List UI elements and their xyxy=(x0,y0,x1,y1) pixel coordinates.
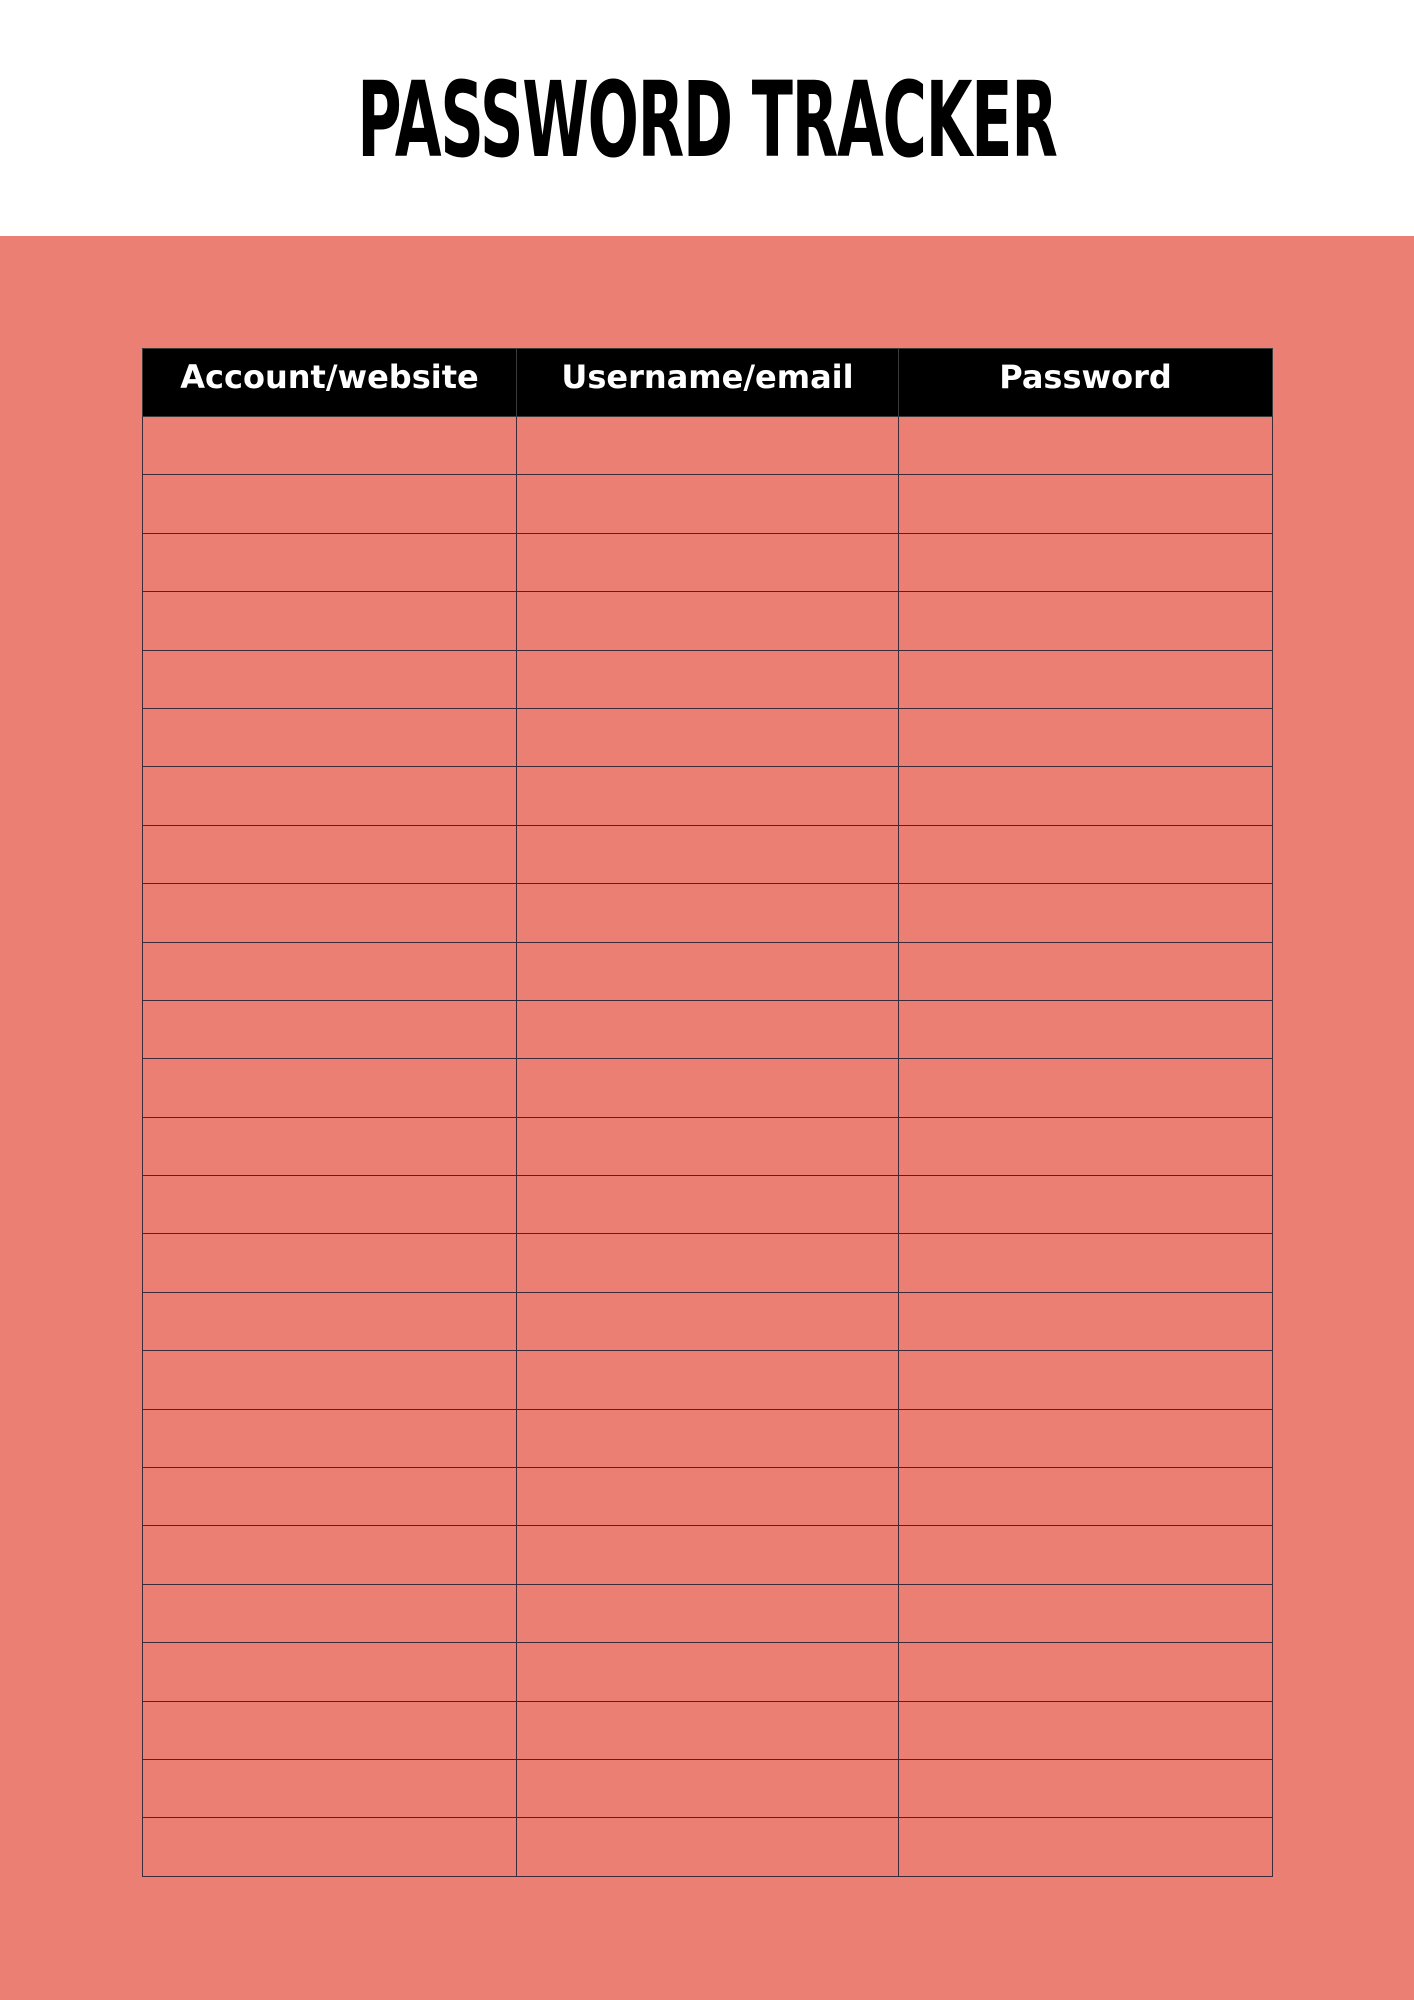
table-row xyxy=(143,1468,1273,1526)
username-cell[interactable] xyxy=(517,1701,899,1759)
username-cell[interactable] xyxy=(517,592,899,650)
table-row xyxy=(143,884,1273,942)
account-cell[interactable] xyxy=(143,417,517,475)
username-cell[interactable] xyxy=(517,1584,899,1642)
table-row xyxy=(143,1000,1273,1058)
account-cell[interactable] xyxy=(143,708,517,766)
account-cell[interactable] xyxy=(143,475,517,533)
username-cell[interactable] xyxy=(517,708,899,766)
password-cell[interactable] xyxy=(899,767,1273,825)
table-header-row xyxy=(143,349,1273,417)
password-cell[interactable] xyxy=(899,533,1273,591)
account-cell[interactable] xyxy=(143,650,517,708)
username-cell[interactable] xyxy=(517,1759,899,1817)
table-row xyxy=(143,942,1273,1000)
username-cell[interactable] xyxy=(517,1818,899,1876)
account-cell[interactable] xyxy=(143,884,517,942)
username-cell[interactable] xyxy=(517,1000,899,1058)
password-cell[interactable] xyxy=(899,1468,1273,1526)
username-cell[interactable] xyxy=(517,1409,899,1467)
password-cell[interactable] xyxy=(899,942,1273,1000)
account-cell[interactable] xyxy=(143,1468,517,1526)
account-cell[interactable] xyxy=(143,1351,517,1409)
account-cell[interactable] xyxy=(143,1818,517,1876)
username-cell[interactable] xyxy=(517,1468,899,1526)
password-cell[interactable] xyxy=(899,1759,1273,1817)
username-cell[interactable] xyxy=(517,825,899,883)
account-cell[interactable] xyxy=(143,1234,517,1292)
account-cell[interactable] xyxy=(143,1409,517,1467)
password-cell[interactable] xyxy=(899,1351,1273,1409)
username-cell[interactable] xyxy=(517,942,899,1000)
table-row xyxy=(143,1292,1273,1350)
table-row xyxy=(143,1117,1273,1175)
account-cell[interactable] xyxy=(143,1643,517,1701)
table-row xyxy=(143,1059,1273,1117)
password-cell[interactable] xyxy=(899,1000,1273,1058)
account-cell[interactable] xyxy=(143,767,517,825)
table-row xyxy=(143,767,1273,825)
password-cell[interactable] xyxy=(899,417,1273,475)
username-cell[interactable] xyxy=(517,884,899,942)
account-cell[interactable] xyxy=(143,1000,517,1058)
account-cell[interactable] xyxy=(143,1117,517,1175)
username-cell[interactable] xyxy=(517,417,899,475)
username-cell[interactable] xyxy=(517,1234,899,1292)
username-cell[interactable] xyxy=(517,1643,899,1701)
password-cell[interactable] xyxy=(899,1526,1273,1584)
table-row xyxy=(143,1234,1273,1292)
username-cell[interactable] xyxy=(517,475,899,533)
password-cell[interactable] xyxy=(899,650,1273,708)
table-row xyxy=(143,1818,1273,1876)
username-cell[interactable] xyxy=(517,1059,899,1117)
table-row xyxy=(143,533,1273,591)
account-cell[interactable] xyxy=(143,533,517,591)
username-cell[interactable] xyxy=(517,1351,899,1409)
table-row xyxy=(143,475,1273,533)
password-cell[interactable] xyxy=(899,475,1273,533)
username-cell[interactable] xyxy=(517,533,899,591)
account-cell[interactable] xyxy=(143,1526,517,1584)
password-cell[interactable] xyxy=(899,884,1273,942)
page-header xyxy=(0,0,1414,236)
password-cell[interactable] xyxy=(899,708,1273,766)
password-cell[interactable] xyxy=(899,1409,1273,1467)
table-row xyxy=(143,1409,1273,1467)
password-cell[interactable] xyxy=(899,1234,1273,1292)
username-cell[interactable] xyxy=(517,1117,899,1175)
account-cell[interactable] xyxy=(143,1759,517,1817)
table-row xyxy=(143,1643,1273,1701)
account-cell[interactable] xyxy=(143,1292,517,1350)
table-row xyxy=(143,1759,1273,1817)
column-header-password: Password xyxy=(899,349,1273,417)
table-row xyxy=(143,825,1273,883)
table-row xyxy=(143,708,1273,766)
account-cell[interactable] xyxy=(143,1176,517,1234)
password-cell[interactable] xyxy=(899,825,1273,883)
account-cell[interactable] xyxy=(143,1584,517,1642)
account-cell[interactable] xyxy=(143,825,517,883)
username-cell[interactable] xyxy=(517,1292,899,1350)
password-cell[interactable] xyxy=(899,1818,1273,1876)
password-cell[interactable] xyxy=(899,1117,1273,1175)
password-table xyxy=(142,348,1273,1877)
table-row xyxy=(143,1584,1273,1642)
account-cell[interactable] xyxy=(143,1059,517,1117)
column-header-username: Username/email xyxy=(517,349,899,417)
table-row xyxy=(143,1526,1273,1584)
password-cell[interactable] xyxy=(899,1584,1273,1642)
table-row xyxy=(143,417,1273,475)
username-cell[interactable] xyxy=(517,1176,899,1234)
account-cell[interactable] xyxy=(143,942,517,1000)
account-cell[interactable] xyxy=(143,1701,517,1759)
password-cell[interactable] xyxy=(899,1701,1273,1759)
username-cell[interactable] xyxy=(517,767,899,825)
username-cell[interactable] xyxy=(517,1526,899,1584)
table-row xyxy=(143,592,1273,650)
table-row xyxy=(143,1176,1273,1234)
table-row xyxy=(143,650,1273,708)
table-body xyxy=(143,417,1273,1877)
password-cell[interactable] xyxy=(899,1643,1273,1701)
password-cell[interactable] xyxy=(899,592,1273,650)
password-cell[interactable] xyxy=(899,1292,1273,1350)
page-title: PASSWORD TRACKER xyxy=(357,59,1057,181)
column-header-account: Account/website xyxy=(143,349,517,417)
username-cell[interactable] xyxy=(517,650,899,708)
table-row xyxy=(143,1351,1273,1409)
password-cell[interactable] xyxy=(899,1059,1273,1117)
account-cell[interactable] xyxy=(143,592,517,650)
password-cell[interactable] xyxy=(899,1176,1273,1234)
table-row xyxy=(143,1701,1273,1759)
